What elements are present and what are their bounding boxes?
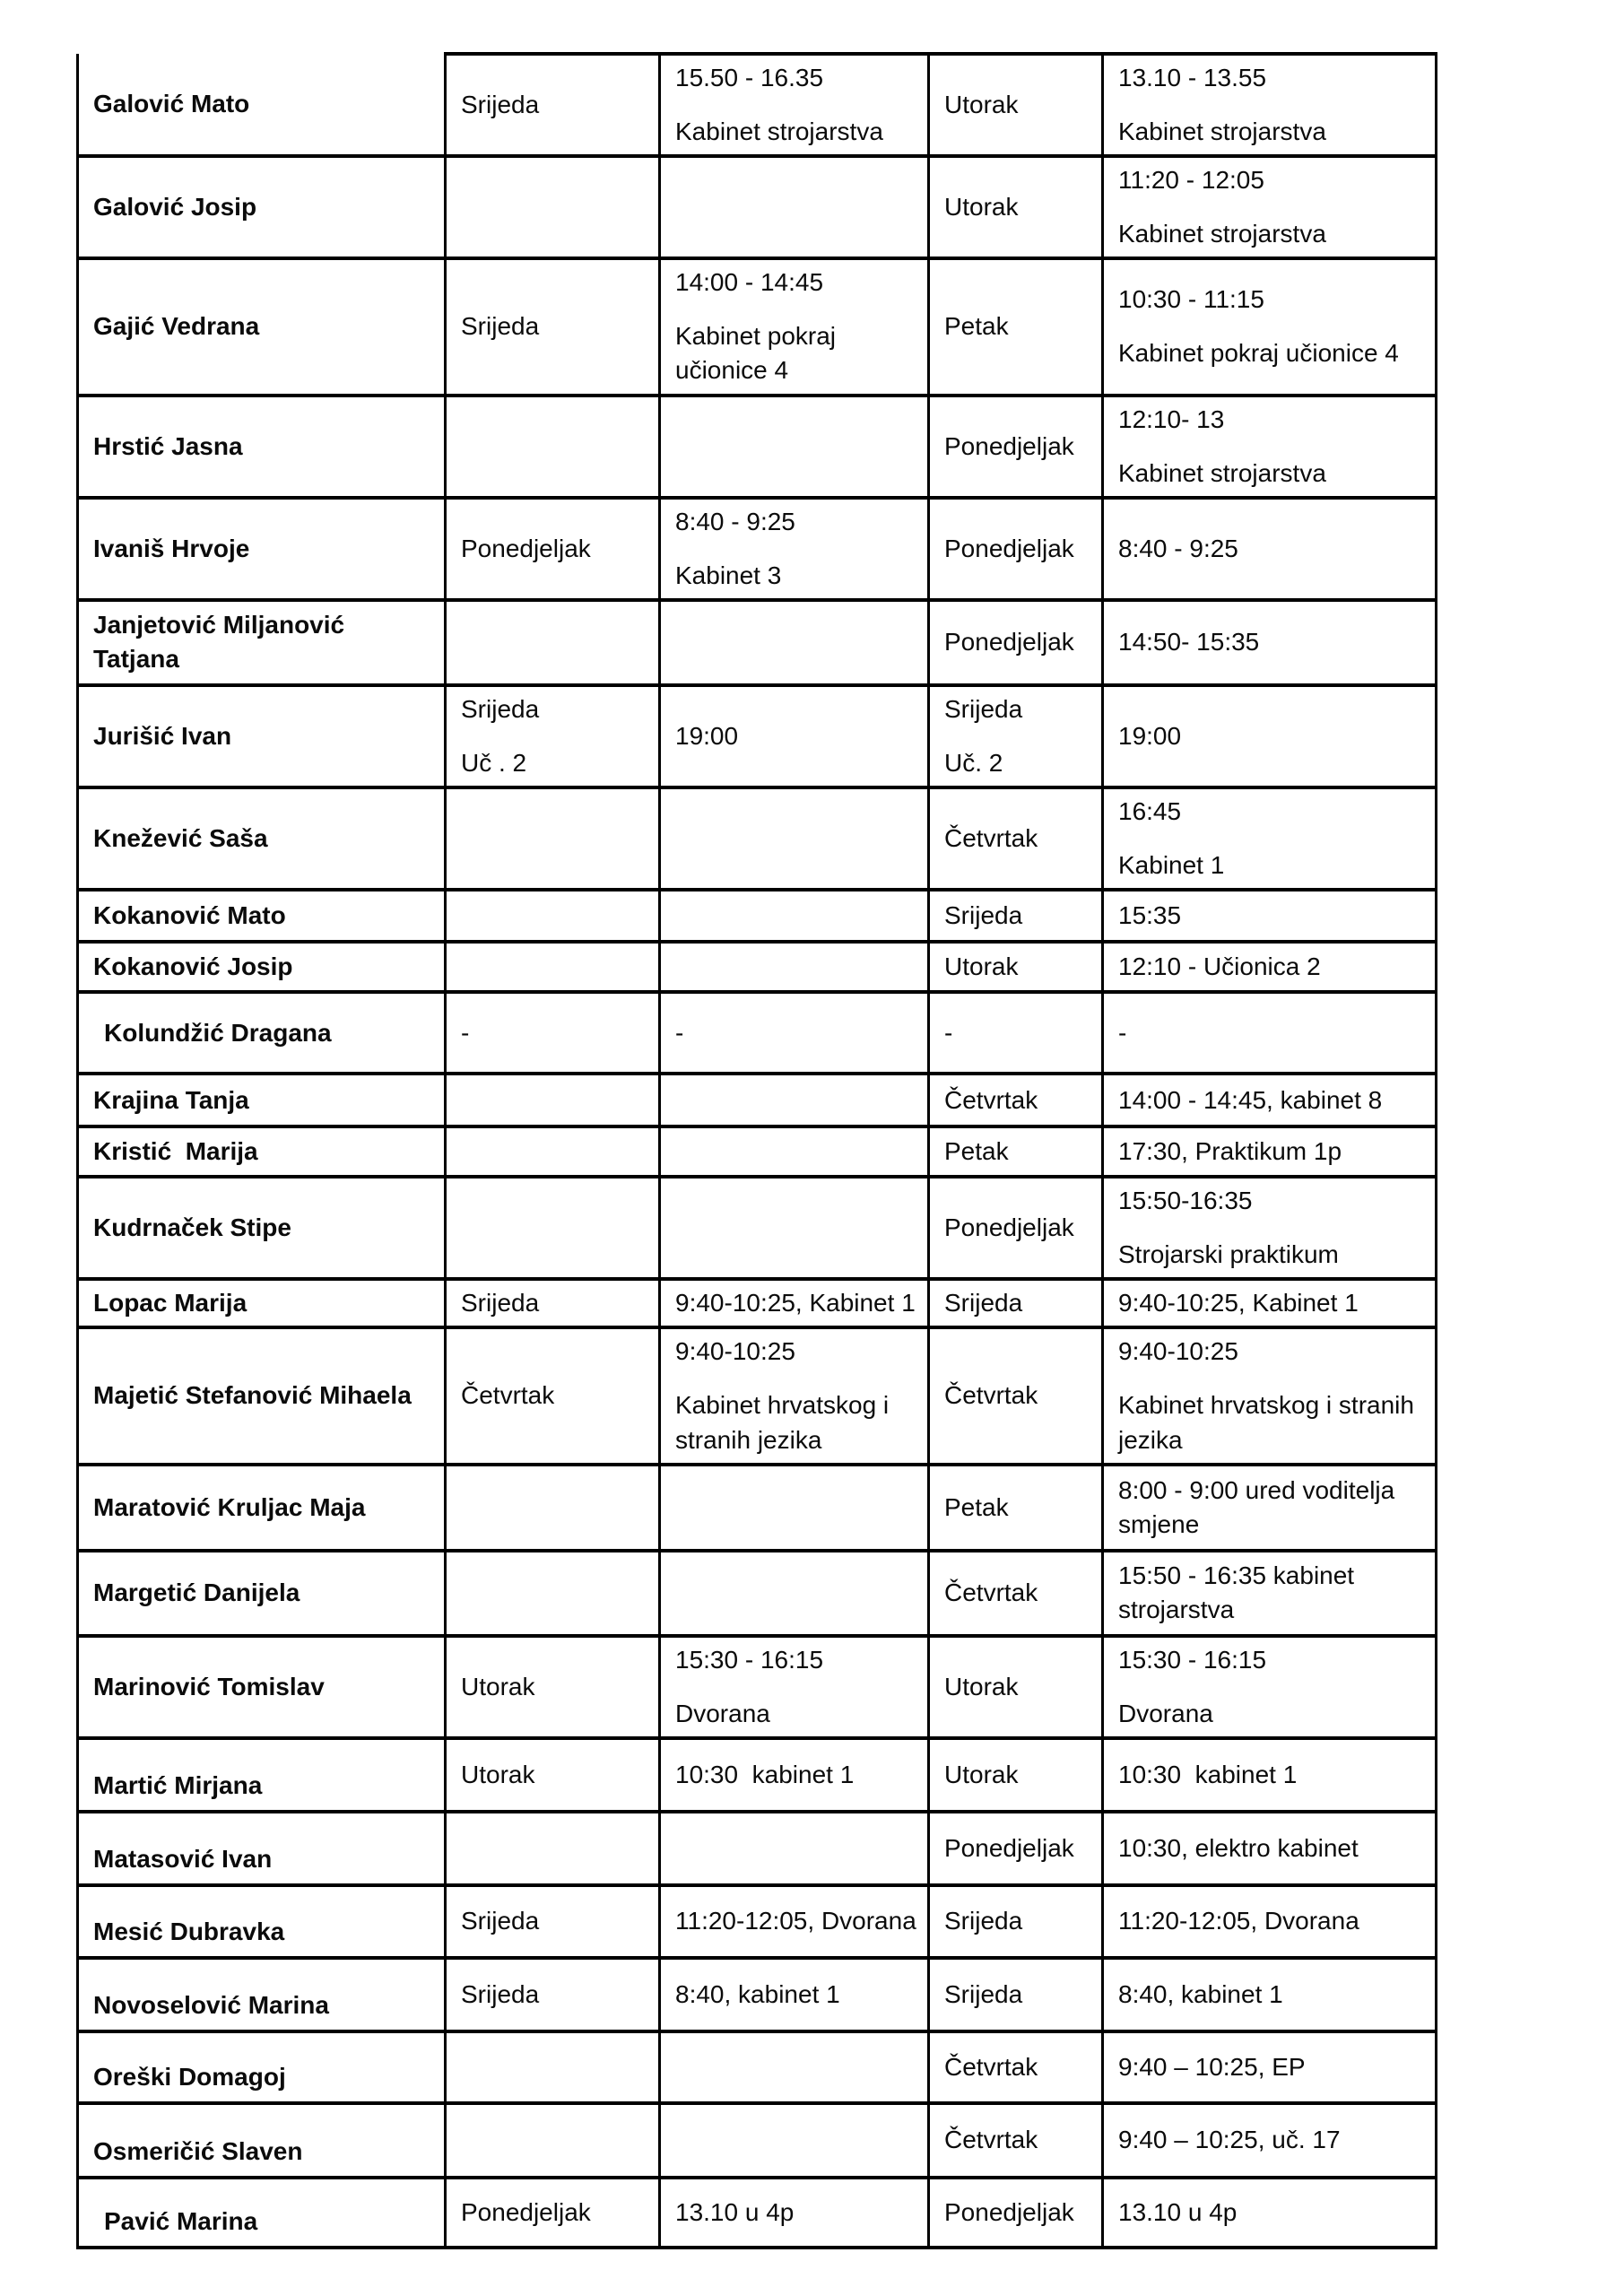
cell-line: Kabinet hrvatskog i stranih jezika [1118,1391,1421,1454]
teacher-name: Gajić Vedrana [93,312,260,341]
day-cell-1 [446,890,660,942]
day-cell-1 [446,54,660,156]
teacher-name-cell [78,1738,446,1812]
time-cell-1 [660,2178,929,2248]
time-cell-2 [1103,1738,1437,1812]
teacher-name: Janjetović Miljanović Tatjana [93,611,352,674]
cell-line: 15:50-16:35 [1118,1187,1253,1215]
cell-line: 10:30 kabinet 1 [675,1760,855,1788]
day-cell-1 [446,1126,660,1177]
teacher-name: Kokanović Mato [93,901,286,930]
cell-line: Srijeda [944,1907,1023,1935]
day-cell-1 [446,1636,660,1738]
teacher-name-cell [78,1812,446,1885]
table-row [78,1074,1437,1126]
day-cell-2 [929,1074,1103,1126]
table-row [78,156,1437,258]
time-cell-1 [660,2031,929,2103]
cell-line: Četvrtak [461,1381,555,1410]
table-row [78,1958,1437,2031]
time-cell-2 [1103,992,1437,1074]
teacher-name: Galović Mato [93,90,250,118]
table-row [78,1636,1437,1738]
cell-line: Utorak [461,1672,535,1700]
time-cell-1 [660,890,929,942]
day-cell-1 [446,942,660,992]
day-cell-2 [929,1551,1103,1636]
cell-line: Ponedjeljak [461,2197,591,2226]
cell-line: 14:00 - 14:45, kabinet 8 [1118,1085,1383,1114]
cell-line: 8:40 - 9:25 [1118,534,1238,562]
time-cell-2 [1103,1958,1437,2031]
cell-line: Četvrtak [944,2052,1038,2081]
cell-line: Četvrtak [944,824,1038,853]
time-cell-2 [1103,396,1437,498]
cell-line: 12:10 - Učionica 2 [1118,952,1321,981]
cell-line: Kabinet strojarstva [1118,117,1326,146]
cell-line: 9:40 – 10:25, uč. 17 [1118,2126,1341,2154]
time-cell-1 [660,258,929,395]
time-cell-1 [660,942,929,992]
teacher-name: Kristić Marija [93,1137,258,1166]
cell-line: Petak [944,1137,1009,1166]
time-cell-2 [1103,258,1437,395]
teacher-name: Jurišić Ivan [93,721,232,750]
time-cell-2 [1103,685,1437,787]
table-row [78,396,1437,498]
teacher-name-cell [78,2178,446,2248]
teacher-name-cell [78,258,446,395]
time-cell-2 [1103,1636,1437,1738]
time-cell-2 [1103,2031,1437,2103]
day-cell-2 [929,2103,1103,2178]
cell-line: 9:40-10:25 [1118,1337,1238,1366]
teacher-name-cell [78,156,446,258]
teacher-name: Kokanović Josip [93,952,293,981]
teacher-name-cell [78,396,446,498]
cell-line: Četvrtak [944,1578,1038,1607]
table-row [78,787,1437,890]
teacher-name: Mesić Dubravka [93,1917,285,1945]
cell-line: 19:00 [1118,721,1182,750]
cell-line: 14:50- 15:35 [1118,628,1260,657]
day-cell-1 [446,992,660,1074]
time-cell-2 [1103,1126,1437,1177]
day-cell-2 [929,1885,1103,1958]
teacher-name: Pavić Marina [104,2206,258,2235]
table-row [78,1177,1437,1279]
table-row [78,1279,1437,1327]
teacher-name: Ivaniš Hrvoje [93,534,250,562]
cell-line: 12:10- 13 [1118,404,1225,433]
cell-line: Kabinet strojarstva [675,117,883,146]
cell-line: Kabinet hrvatskog i stranih jezika [675,1391,896,1454]
table-row [78,600,1437,685]
day-cell-1 [446,1327,660,1464]
time-cell-2 [1103,2178,1437,2248]
cell-line: Utorak [461,1760,535,1788]
cell-line: Uč. 2 [944,748,1003,777]
cell-line: Utorak [944,193,1019,222]
schedule-table [76,52,1437,2249]
table-row [78,498,1437,600]
cell-line: Kabinet strojarstva [1118,220,1326,248]
table-row [78,942,1437,992]
teacher-name-cell [78,2031,446,2103]
table-row [78,1551,1437,1636]
table-row [78,2031,1437,2103]
teacher-name: Hrstić Jasna [93,431,243,460]
cell-line: Strojarski praktikum [1118,1240,1339,1269]
time-cell-2 [1103,1074,1437,1126]
time-cell-2 [1103,54,1437,156]
cell-line: 10:30, elektro kabinet [1118,1833,1359,1862]
cell-line: Utorak [944,1672,1019,1700]
table-row [78,2178,1437,2248]
time-cell-1 [660,787,929,890]
teacher-name: Kudrnaček Stipe [93,1213,291,1242]
time-cell-2 [1103,156,1437,258]
cell-line: Utorak [944,91,1019,119]
cell-line: 8:00 - 9:00 ured voditelja smjene [1118,1475,1402,1538]
time-cell-2 [1103,1279,1437,1327]
teacher-name: Matasović Ivan [93,1844,273,1873]
time-cell-1 [660,1885,929,1958]
teacher-name: Knežević Saša [93,824,268,853]
teacher-name-cell [78,1177,446,1279]
cell-line: Ponedjeljak [944,2197,1074,2226]
day-cell-2 [929,1279,1103,1327]
time-cell-1 [660,992,929,1074]
time-cell-1 [660,600,929,685]
cell-line: 15.50 - 16.35 [675,64,824,91]
teacher-name: Margetić Danijela [93,1578,300,1607]
time-cell-1 [660,1958,929,2031]
cell-line: 8:40, kabinet 1 [675,1979,840,2008]
teacher-name-cell [78,992,446,1074]
cell-line: Ponedjeljak [944,1213,1074,1242]
time-cell-2 [1103,2103,1437,2178]
teacher-name-cell [78,2103,446,2178]
cell-line: 11:20 - 12:05 [1118,166,1264,195]
day-cell-2 [929,54,1103,156]
time-cell-2 [1103,1465,1437,1551]
day-cell-2 [929,1636,1103,1738]
table-row [78,258,1437,395]
teacher-name: Maratović Kruljac Maja [93,1492,366,1521]
day-cell-2 [929,2178,1103,2248]
teacher-name-cell [78,1551,446,1636]
time-cell-1 [660,1812,929,1885]
teacher-name-cell [78,1636,446,1738]
table-row [78,2103,1437,2178]
day-cell-2 [929,600,1103,685]
cell-line: 10:30 - 11:15 [1118,285,1264,314]
teacher-name: Majetić Stefanović Mihaela [93,1381,412,1410]
teacher-name-cell [78,1126,446,1177]
day-cell-2 [929,1327,1103,1464]
time-cell-2 [1103,1177,1437,1279]
cell-line: Petak [944,312,1009,341]
day-cell-1 [446,156,660,258]
teacher-name: Galović Josip [93,193,257,222]
table-row [78,1812,1437,1885]
cell-line: Srijeda [944,901,1023,930]
time-cell-2 [1103,1812,1437,1885]
teacher-name: Lopac Marija [93,1289,248,1318]
cell-line: Srijeda [461,694,540,723]
time-cell-1 [660,156,929,258]
day-cell-1 [446,1279,660,1327]
teacher-name-cell [78,1958,446,2031]
teacher-name-cell [78,498,446,600]
time-cell-1 [660,396,929,498]
cell-line: Petak [944,1492,1009,1521]
cell-line: Kabinet 3 [675,561,782,589]
cell-line: - [1118,1018,1127,1047]
time-cell-2 [1103,600,1437,685]
cell-line: Kabinet pokraj učionice 4 [1118,339,1399,368]
cell-line: 14:00 - 14:45 [675,268,824,297]
table-row [78,685,1437,787]
cell-line: Utorak [944,1760,1019,1788]
table-row [78,1327,1437,1464]
cell-line: 16:45 [1118,797,1182,826]
teacher-name-cell [78,1327,446,1464]
day-cell-2 [929,1958,1103,2031]
day-cell-2 [929,1465,1103,1551]
cell-line: Srijeda [461,1289,540,1318]
teacher-name: Martić Mirjana [93,1770,263,1799]
cell-line: Kabinet 1 [1118,851,1225,880]
cell-line: 19:00 [675,721,739,750]
time-cell-1 [660,498,929,600]
day-cell-2 [929,1177,1103,1279]
day-cell-2 [929,787,1103,890]
day-cell-2 [929,1738,1103,1812]
time-cell-1 [660,685,929,787]
cell-line: 8:40, kabinet 1 [1118,1979,1283,2008]
cell-line: Ponedjeljak [944,1833,1074,1862]
table-row [78,1126,1437,1177]
day-cell-2 [929,992,1103,1074]
time-cell-2 [1103,942,1437,992]
day-cell-1 [446,787,660,890]
cell-line: Srijeda [461,1979,540,2008]
time-cell-1 [660,54,929,156]
day-cell-1 [446,1177,660,1279]
cell-line: 11:20-12:05, Dvorana [1118,1907,1359,1935]
teacher-name: Osmeričić Slaven [93,2136,303,2165]
day-cell-2 [929,1126,1103,1177]
day-cell-2 [929,498,1103,600]
teacher-name-cell [78,1074,446,1126]
time-cell-1 [660,1177,929,1279]
cell-line: Ponedjeljak [944,534,1074,562]
day-cell-2 [929,2031,1103,2103]
day-cell-1 [446,1812,660,1885]
cell-line: Srijeda [944,1289,1023,1318]
day-cell-1 [446,498,660,600]
time-cell-2 [1103,1551,1437,1636]
teacher-name: Oreški Domagoj [93,2062,286,2091]
table-row [78,54,1437,156]
day-cell-2 [929,942,1103,992]
teacher-name: Marinović Tomislav [93,1672,325,1700]
teacher-name-cell [78,1279,446,1327]
cell-line: Srijeda [461,312,540,341]
teacher-name-cell [78,787,446,890]
time-cell-1 [660,1126,929,1177]
time-cell-1 [660,1279,929,1327]
cell-line: Utorak [944,952,1019,981]
teacher-name-cell [78,54,446,156]
time-cell-1 [660,1074,929,1126]
schedule-table-body [78,54,1437,2248]
day-cell-1 [446,2178,660,2248]
teacher-name: Novoselović Marina [93,1990,329,2019]
table-row [78,890,1437,942]
time-cell-1 [660,1636,929,1738]
day-cell-1 [446,2031,660,2103]
day-cell-2 [929,1812,1103,1885]
day-cell-1 [446,600,660,685]
cell-line: Srijeda [944,694,1023,723]
teacher-name: Kolundžić Dragana [104,1018,332,1047]
cell-line: - [461,1018,470,1047]
cell-line: 15:30 - 16:15 [675,1645,824,1674]
day-cell-1 [446,258,660,395]
table-row [78,1885,1437,1958]
cell-line: - [675,1018,684,1047]
teacher-name-cell [78,1465,446,1551]
cell-line: - [944,1018,953,1047]
cell-line: 9:40-10:25 [675,1337,795,1366]
time-cell-2 [1103,890,1437,942]
cell-line: Srijeda [944,1979,1023,2008]
cell-line: Srijeda [461,91,540,119]
cell-line: 8:40 - 9:25 [675,507,795,535]
day-cell-1 [446,396,660,498]
day-cell-2 [929,890,1103,942]
day-cell-1 [446,2103,660,2178]
cell-line: Srijeda [461,1907,540,1935]
time-cell-2 [1103,1327,1437,1464]
cell-line: 17:30, Praktikum 1p [1118,1137,1342,1166]
teacher-name-cell [78,685,446,787]
time-cell-1 [660,1738,929,1812]
cell-line: 11:20-12:05, Dvorana [675,1907,916,1935]
cell-line: Četvrtak [944,1381,1038,1410]
teacher-name-cell [78,600,446,685]
table-row [78,992,1437,1074]
table-row [78,1738,1437,1812]
day-cell-1 [446,1885,660,1958]
cell-line: 13.10 u 4p [675,2197,795,2226]
cell-line: Dvorana [675,1699,770,1727]
cell-line: 13.10 u 4p [1118,2197,1238,2226]
teacher-name: Krajina Tanja [93,1085,249,1114]
cell-line: Četvrtak [944,1085,1038,1114]
cell-line: Ponedjeljak [944,431,1074,460]
cell-line: 9:40-10:25, Kabinet 1 [675,1289,916,1318]
cell-line: 15:35 [1118,901,1182,930]
day-cell-1 [446,1958,660,2031]
time-cell-1 [660,2103,929,2178]
cell-line: 15:30 - 16:15 [1118,1645,1267,1674]
day-cell-2 [929,685,1103,787]
time-cell-2 [1103,787,1437,890]
cell-line: 15:50 - 16:35 kabinet strojarstva [1118,1561,1361,1624]
time-cell-2 [1103,498,1437,600]
cell-line: Četvrtak [944,2126,1038,2154]
day-cell-1 [446,1074,660,1126]
cell-line: Uč . 2 [461,748,527,777]
time-cell-1 [660,1327,929,1464]
cell-line: Ponedjeljak [461,534,591,562]
cell-line: Kabinet pokraj učionice 4 [675,322,843,385]
cell-line: Kabinet strojarstva [1118,458,1326,487]
day-cell-2 [929,258,1103,395]
time-cell-1 [660,1551,929,1636]
cell-line: 9:40 – 10:25, EP [1118,2052,1306,2081]
table-row [78,1465,1437,1551]
day-cell-1 [446,685,660,787]
day-cell-1 [446,1465,660,1551]
day-cell-1 [446,1551,660,1636]
cell-line: 9:40-10:25, Kabinet 1 [1118,1289,1359,1318]
cell-line: 10:30 kabinet 1 [1118,1760,1298,1788]
teacher-name-cell [78,1885,446,1958]
day-cell-1 [446,1738,660,1812]
day-cell-2 [929,396,1103,498]
day-cell-2 [929,156,1103,258]
time-cell-2 [1103,1885,1437,1958]
teacher-name-cell [78,942,446,992]
cell-line: Ponedjeljak [944,628,1074,657]
time-cell-1 [660,1465,929,1551]
cell-line: 13.10 - 13.55 [1118,64,1267,91]
cell-line: Dvorana [1118,1699,1213,1727]
teacher-name-cell [78,890,446,942]
